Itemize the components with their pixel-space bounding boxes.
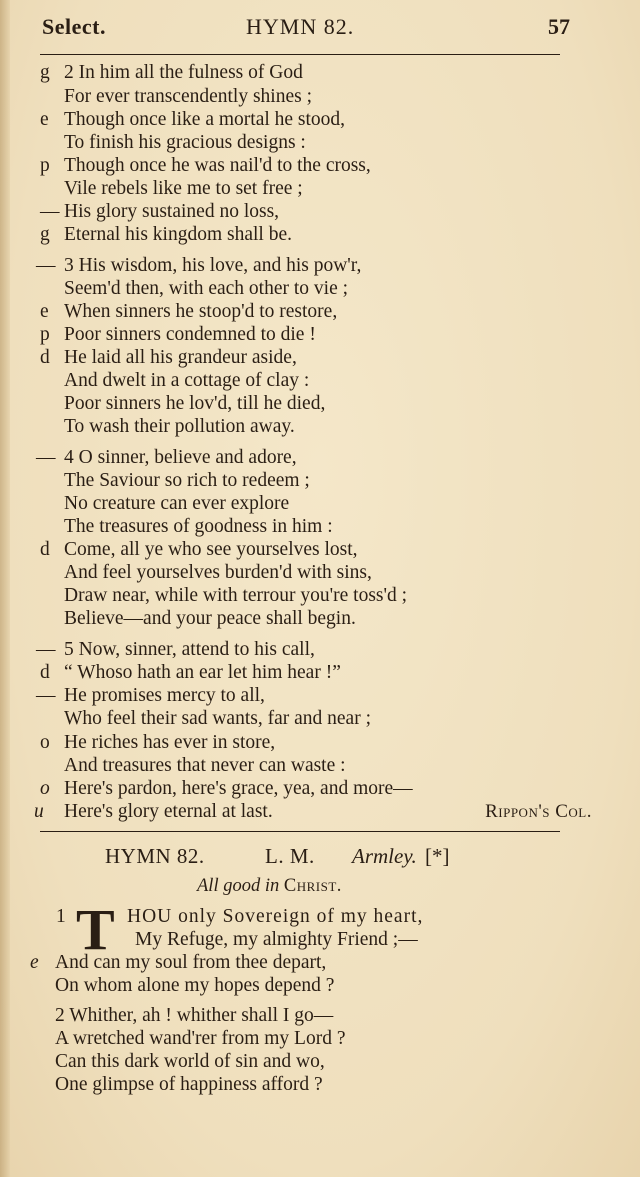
line-text: For ever transcendently shines ; — [64, 86, 313, 107]
line-text: Here's pardon, here's grace, yea, and more— — [64, 778, 413, 799]
drop-cap: T — [76, 897, 115, 962]
line-text: Poor sinners he lov'd, till he died, — [64, 393, 326, 414]
line-text: 2 Whither, ah ! whither shall I go— — [55, 1005, 334, 1026]
subtitle-text: All good in — [197, 876, 280, 896]
line-text: HOU only Sovereign of my heart, — [127, 906, 424, 927]
line-text: Come, all ye who see yourselves lost, — [64, 539, 358, 560]
line-text: Seem'd then, with each other to vie ; — [64, 278, 349, 299]
line-text: And treasures that never can waste : — [64, 755, 346, 776]
line-text: Though once he was nail'd to the cross, — [64, 155, 371, 176]
hymn-subtitle — [197, 876, 342, 897]
dynamic-mark: o — [40, 778, 50, 799]
line-text: When sinners he stoop'd to restore, — [64, 301, 338, 322]
line-text: His glory sustained no loss, — [64, 201, 280, 222]
section-rule — [40, 831, 560, 832]
line-text: “ Whoso hath an ear let him hear !” — [64, 662, 341, 683]
source-attribution: Rippon's Col. — [485, 801, 592, 822]
hymn-tune: Armley. — [352, 844, 417, 868]
line-text: Poor sinners condemned to die ! — [64, 324, 316, 345]
hymn-number: HYMN 82. — [105, 844, 205, 868]
line-text: 5 Now, sinner, attend to his call, — [64, 639, 315, 660]
line-text: To finish his gracious designs : — [64, 132, 306, 153]
dynamic-mark: d — [40, 347, 50, 368]
line-text: He promises mercy to all, — [64, 685, 265, 706]
subtitle-name: Christ. — [283, 876, 342, 896]
line-text: Eternal his kingdom shall be. — [64, 224, 293, 245]
line-text: A wretched wand'rer from my Lord ? — [55, 1028, 346, 1049]
line-text: My Refuge, my almighty Friend ;— — [135, 929, 418, 950]
line-text: He laid all his grandeur aside, — [64, 347, 297, 368]
dynamic-mark: — — [36, 639, 56, 660]
page-number: 57 — [548, 14, 570, 39]
line-text: No creature can ever explore — [64, 493, 290, 514]
line-text: To wash their pollution away. — [64, 416, 295, 437]
dynamic-mark: — — [36, 255, 56, 276]
dynamic-mark: e — [40, 301, 49, 322]
dynamic-mark: g — [40, 224, 50, 245]
line-text: The treasures of goodness in him : — [64, 516, 333, 537]
dynamic-mark: p — [40, 155, 50, 176]
line-text: On whom alone my hopes depend ? — [55, 975, 335, 996]
hymn-meter: L. M. — [265, 844, 315, 868]
dynamic-mark: o — [40, 732, 50, 753]
verse-line — [30, 800, 610, 824]
header-hymn-title: HYMN 82. — [246, 14, 355, 39]
page-spine-shadow — [0, 0, 10, 1177]
line-text: He riches has ever in store, — [64, 732, 276, 753]
line-text: 3 His wisdom, his love, and his pow'r, — [64, 255, 362, 276]
dynamic-mark: e — [40, 109, 49, 130]
hymn-note: [*] — [425, 844, 450, 868]
line-text: And dwelt in a cottage of clay : — [64, 370, 310, 391]
dynamic-mark: — — [36, 447, 56, 468]
dynamic-mark: e — [30, 952, 39, 973]
dynamic-mark: u — [34, 801, 44, 822]
line-text: Believe—and your peace shall begin. — [64, 608, 356, 629]
line-text: 4 O sinner, believe and adore, — [64, 447, 297, 468]
line-text: 2 In him all the fulness of God — [64, 62, 303, 83]
line-text: And feel yourselves burden'd with sins, — [64, 562, 372, 583]
line-text: One glimpse of happiness afford ? — [55, 1074, 323, 1095]
verse-number: 1 — [56, 906, 66, 927]
line-text: And can my soul from thee depart, — [55, 952, 327, 973]
dynamic-mark: — — [36, 685, 56, 706]
line-text: Here's glory eternal at last. — [64, 801, 273, 822]
dynamic-mark: p — [40, 324, 50, 345]
dynamic-mark: d — [40, 539, 50, 560]
line-text: Who feel their sad wants, far and near ; — [64, 708, 371, 729]
line-text: The Saviour so rich to redeem ; — [64, 470, 310, 491]
header-section-label: Select. — [42, 14, 106, 39]
dynamic-mark: d — [40, 662, 50, 683]
line-text: Though once like a mortal he stood, — [64, 109, 346, 130]
dynamic-mark: — — [40, 201, 60, 222]
line-text: Draw near, while with terrour you're toss'd ; — [64, 585, 408, 606]
header-rule — [40, 54, 560, 55]
running-header — [0, 14, 640, 48]
line-text: Can this dark world of sin and wo, — [55, 1051, 325, 1072]
line-text: Vile rebels like me to set free ; — [64, 178, 303, 199]
dynamic-mark: g — [40, 62, 50, 83]
